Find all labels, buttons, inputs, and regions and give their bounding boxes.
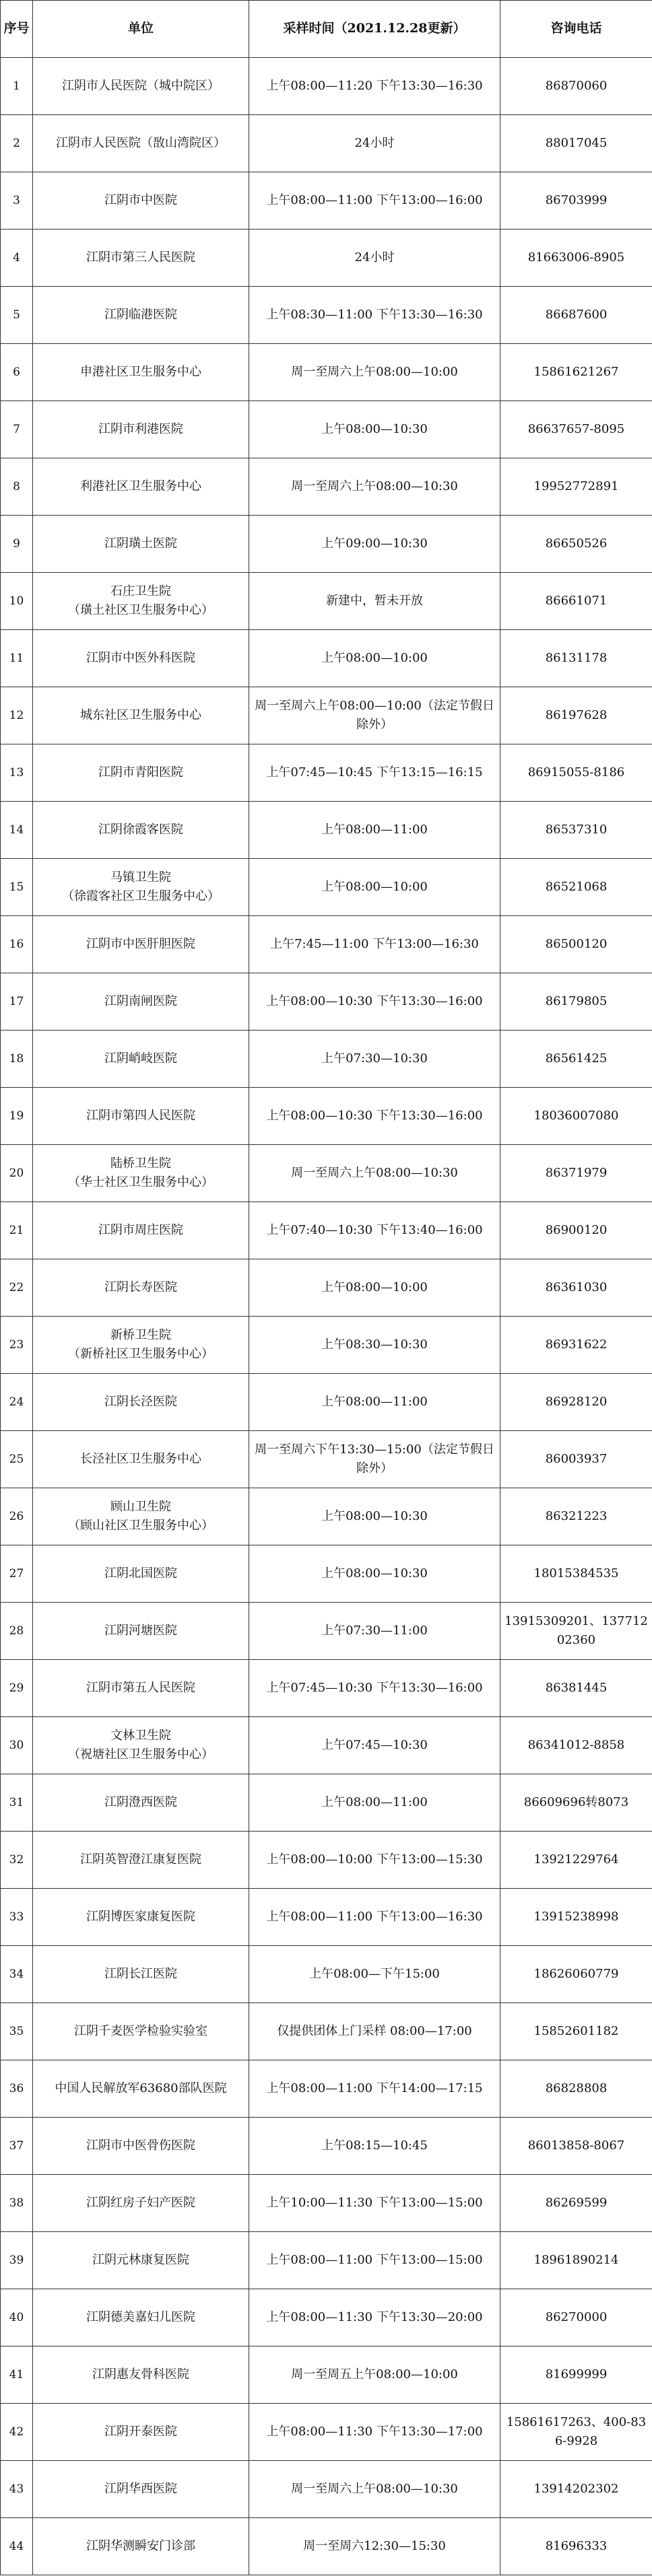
row-time: 上午07:45—10:45 下午13:15—16:15 xyxy=(249,744,500,802)
row-seq: 10 xyxy=(1,573,33,630)
row-unit: 江阴市第五人民医院 xyxy=(33,1660,249,1717)
table-row xyxy=(1,916,652,973)
row-time: 上午08:00—10:00 xyxy=(249,630,500,687)
row-unit: 城东社区卫生服务中心 xyxy=(33,687,249,744)
row-unit: 江阴峭岐医院 xyxy=(33,1031,249,1088)
row-unit: 江阴惠友骨科医院 xyxy=(33,2346,249,2404)
row-seq: 38 xyxy=(1,2175,33,2232)
row-phone: 86915055-8186 xyxy=(500,744,652,802)
row-phone: 86381445 xyxy=(500,1660,652,1717)
table-row xyxy=(1,344,652,401)
row-phone: 86609696转8073 xyxy=(500,1774,652,1832)
row-seq: 25 xyxy=(1,1431,33,1488)
row-seq: 32 xyxy=(1,1832,33,1889)
row-phone: 81696333 xyxy=(500,2518,652,2575)
row-unit: 江阴市中医肝胆医院 xyxy=(33,916,249,973)
row-unit: 申港社区卫生服务中心 xyxy=(33,344,249,401)
row-time: 上午08:00—10:00 xyxy=(249,859,500,916)
table-row xyxy=(1,1031,652,1088)
row-unit: 江阴千麦医学检验实验室 xyxy=(33,2003,249,2060)
row-seq: 41 xyxy=(1,2346,33,2404)
table-row xyxy=(1,1088,652,1145)
table-row xyxy=(1,1431,652,1488)
table-row xyxy=(1,2289,652,2346)
table-row xyxy=(1,1374,652,1431)
row-time: 上午08:15—10:45 xyxy=(249,2118,500,2175)
row-phone: 86687600 xyxy=(500,287,652,344)
row-unit: 江阴南闸医院 xyxy=(33,973,249,1031)
table-row xyxy=(1,1832,652,1889)
row-time: 上午10:00—11:30 下午13:00—15:00 xyxy=(249,2175,500,2232)
row-unit: 江阴市人民医院（敔山湾院区） xyxy=(33,115,249,172)
row-seq: 5 xyxy=(1,287,33,344)
row-phone: 81699999 xyxy=(500,2346,652,2404)
row-time: 上午08:00—10:30 下午13:30—16:00 xyxy=(249,973,500,1031)
row-unit: 江阴河塘医院 xyxy=(33,1603,249,1660)
row-seq: 35 xyxy=(1,2003,33,2060)
row-phone: 18036007080 xyxy=(500,1088,652,1145)
row-unit: 中国人民解放军63680部队医院 xyxy=(33,2060,249,2118)
row-seq: 1 xyxy=(1,58,33,115)
row-unit: 江阴华测瞬安门诊部 xyxy=(33,2518,249,2575)
row-phone: 13915238998 xyxy=(500,1889,652,1946)
row-seq: 22 xyxy=(1,1259,33,1317)
row-phone: 86321223 xyxy=(500,1488,652,1545)
row-phone: 86661071 xyxy=(500,573,652,630)
row-seq: 21 xyxy=(1,1202,33,1259)
table-row xyxy=(1,58,652,115)
table-row xyxy=(1,401,652,458)
row-time: 上午07:30—11:00 xyxy=(249,1603,500,1660)
row-phone: 86900120 xyxy=(500,1202,652,1259)
table-row xyxy=(1,458,652,516)
row-phone: 13921229764 xyxy=(500,1832,652,1889)
row-unit: 江阴市人民医院（城中院区） xyxy=(33,58,249,115)
row-phone: 86650526 xyxy=(500,516,652,573)
row-phone: 86637657-8095 xyxy=(500,401,652,458)
row-time: 上午08:00—10:30 xyxy=(249,401,500,458)
row-time: 上午08:00—11:00 xyxy=(249,802,500,859)
row-unit: 江阴长寿医院 xyxy=(33,1259,249,1317)
row-phone: 86361030 xyxy=(500,1259,652,1317)
table-row xyxy=(1,2118,652,2175)
row-time: 上午08:00—11:00 xyxy=(249,1374,500,1431)
table-row xyxy=(1,2346,652,2404)
table-row xyxy=(1,687,652,744)
row-time: 周一至周六上午08:00—10:00 xyxy=(249,344,500,401)
table-row xyxy=(1,2060,652,2118)
table-row xyxy=(1,1946,652,2003)
row-time: 上午08:30—11:00 下午13:30—16:30 xyxy=(249,287,500,344)
row-unit: 江阴市中医外科医院 xyxy=(33,630,249,687)
table-row xyxy=(1,172,652,230)
row-time: 上午08:00—10:00 xyxy=(249,1259,500,1317)
header-time: 采样时间（2021.12.28更新） xyxy=(249,1,500,58)
row-unit: 新桥卫生院 （新桥社区卫生服务中心） xyxy=(33,1317,249,1374)
row-phone: 86828808 xyxy=(500,2060,652,2118)
row-unit: 江阴市第三人民医院 xyxy=(33,230,249,287)
row-time: 周一至周六12:30—15:30 xyxy=(249,2518,500,2575)
row-seq: 15 xyxy=(1,859,33,916)
table-row xyxy=(1,287,652,344)
row-unit: 江阴市第四人民医院 xyxy=(33,1088,249,1145)
row-seq: 23 xyxy=(1,1317,33,1374)
row-phone: 88017045 xyxy=(500,115,652,172)
table-row xyxy=(1,516,652,573)
row-seq: 36 xyxy=(1,2060,33,2118)
row-unit: 江阴市周庄医院 xyxy=(33,1202,249,1259)
row-phone: 18626060779 xyxy=(500,1946,652,2003)
row-unit: 文林卫生院 （祝塘社区卫生服务中心） xyxy=(33,1717,249,1774)
table-row xyxy=(1,1774,652,1832)
row-time: 周一至周六下午13:30—15:00（法定节假日除外） xyxy=(249,1431,500,1488)
row-time: 上午07:45—10:30 下午13:30—16:00 xyxy=(249,1660,500,1717)
row-unit: 江阴市青阳医院 xyxy=(33,744,249,802)
row-time: 上午08:00—11:00 下午13:00—16:30 xyxy=(249,1889,500,1946)
row-time: 周一至周六上午08:00—10:30 xyxy=(249,1145,500,1202)
row-seq: 39 xyxy=(1,2232,33,2289)
table-row xyxy=(1,2003,652,2060)
row-time: 上午08:00—11:00 下午14:00—17:15 xyxy=(249,2060,500,2118)
row-unit: 顾山卫生院 （顾山社区卫生服务中心） xyxy=(33,1488,249,1545)
row-phone: 86537310 xyxy=(500,802,652,859)
row-time: 上午09:00—10:30 xyxy=(249,516,500,573)
row-seq: 37 xyxy=(1,2118,33,2175)
table-row xyxy=(1,1317,652,1374)
row-time: 周一至周六上午08:00—10:00（法定节假日除外） xyxy=(249,687,500,744)
row-seq: 28 xyxy=(1,1603,33,1660)
row-phone: 15852601182 xyxy=(500,2003,652,2060)
table-row xyxy=(1,2175,652,2232)
row-time: 上午08:00—10:00 下午13:00—15:30 xyxy=(249,1832,500,1889)
row-phone: 86928120 xyxy=(500,1374,652,1431)
row-seq: 34 xyxy=(1,1946,33,2003)
row-seq: 7 xyxy=(1,401,33,458)
header-seq: 序号 xyxy=(1,1,33,58)
table-row xyxy=(1,1202,652,1259)
row-seq: 33 xyxy=(1,1889,33,1946)
row-seq: 31 xyxy=(1,1774,33,1832)
row-phone: 86197628 xyxy=(500,687,652,744)
table-row xyxy=(1,1660,652,1717)
row-unit: 马镇卫生院 （徐霞客社区卫生服务中心） xyxy=(33,859,249,916)
table-row xyxy=(1,1259,652,1317)
row-phone: 86003937 xyxy=(500,1431,652,1488)
row-unit: 江阴市利港医院 xyxy=(33,401,249,458)
row-phone: 19952772891 xyxy=(500,458,652,516)
row-seq: 4 xyxy=(1,230,33,287)
row-phone: 15861617263、400-836-9928 xyxy=(500,2404,652,2461)
row-phone: 86269599 xyxy=(500,2175,652,2232)
row-phone: 86131178 xyxy=(500,630,652,687)
table-row xyxy=(1,630,652,687)
row-seq: 12 xyxy=(1,687,33,744)
row-unit: 江阴长泾医院 xyxy=(33,1374,249,1431)
row-seq: 2 xyxy=(1,115,33,172)
row-seq: 16 xyxy=(1,916,33,973)
table-row xyxy=(1,2518,652,2575)
row-time: 周一至周六上午08:00—10:30 xyxy=(249,2461,500,2518)
row-seq: 9 xyxy=(1,516,33,573)
row-time: 上午08:00—11:30 下午13:30—17:00 xyxy=(249,2404,500,2461)
row-unit: 江阴德美嘉妇儿医院 xyxy=(33,2289,249,2346)
row-phone: 86179805 xyxy=(500,973,652,1031)
row-unit: 江阴红房子妇产医院 xyxy=(33,2175,249,2232)
row-phone: 13915309201、13771202360 xyxy=(500,1603,652,1660)
row-unit: 利港社区卫生服务中心 xyxy=(33,458,249,516)
row-time: 24小时 xyxy=(249,115,500,172)
row-phone: 86371979 xyxy=(500,1145,652,1202)
row-time: 上午08:00—11:20 下午13:30—16:30 xyxy=(249,58,500,115)
table-header-row xyxy=(1,1,652,58)
row-seq: 42 xyxy=(1,2404,33,2461)
row-unit: 江阴长江医院 xyxy=(33,1946,249,2003)
table-row xyxy=(1,115,652,172)
row-seq: 26 xyxy=(1,1488,33,1545)
row-unit: 江阴博医家康复医院 xyxy=(33,1889,249,1946)
row-seq: 6 xyxy=(1,344,33,401)
row-seq: 13 xyxy=(1,744,33,802)
row-seq: 44 xyxy=(1,2518,33,2575)
row-seq: 30 xyxy=(1,1717,33,1774)
row-phone: 86521068 xyxy=(500,859,652,916)
row-phone: 13914202302 xyxy=(500,2461,652,2518)
row-unit: 石庄卫生院 （璜土社区卫生服务中心） xyxy=(33,573,249,630)
row-time: 周一至周六上午08:00—10:30 xyxy=(249,458,500,516)
row-time: 上午07:40—10:30 下午13:40—16:00 xyxy=(249,1202,500,1259)
row-unit: 江阴璜土医院 xyxy=(33,516,249,573)
table-row xyxy=(1,573,652,630)
row-unit: 江阴临港医院 xyxy=(33,287,249,344)
table-row xyxy=(1,2461,652,2518)
row-seq: 18 xyxy=(1,1031,33,1088)
row-seq: 27 xyxy=(1,1545,33,1603)
row-unit: 江阴市中医院 xyxy=(33,172,249,230)
row-seq: 29 xyxy=(1,1660,33,1717)
row-time: 上午7:45—11:00 下午13:00—16:30 xyxy=(249,916,500,973)
row-unit: 江阴开泰医院 xyxy=(33,2404,249,2461)
row-time: 仅提供团体上门采样 08:00—17:00 xyxy=(249,2003,500,2060)
table-row xyxy=(1,230,652,287)
row-seq: 24 xyxy=(1,1374,33,1431)
table-row xyxy=(1,859,652,916)
table-row xyxy=(1,802,652,859)
row-time: 上午07:45—10:30 xyxy=(249,1717,500,1774)
row-time: 上午08:30—10:30 xyxy=(249,1317,500,1374)
row-unit: 江阴英智澄江康复医院 xyxy=(33,1832,249,1889)
row-unit: 江阴华西医院 xyxy=(33,2461,249,2518)
row-phone: 86931622 xyxy=(500,1317,652,1374)
row-time: 上午08:00—11:00 xyxy=(249,1774,500,1832)
row-phone: 18961890214 xyxy=(500,2232,652,2289)
row-seq: 8 xyxy=(1,458,33,516)
row-time: 上午08:00—10:30 xyxy=(249,1488,500,1545)
row-time: 上午08:00—11:00 下午13:00—15:00 xyxy=(249,2232,500,2289)
table-row xyxy=(1,1889,652,1946)
row-seq: 17 xyxy=(1,973,33,1031)
row-time: 上午07:30—10:30 xyxy=(249,1031,500,1088)
table-row xyxy=(1,1488,652,1545)
row-phone: 86561425 xyxy=(500,1031,652,1088)
row-phone: 86870060 xyxy=(500,58,652,115)
row-unit: 江阴北国医院 xyxy=(33,1545,249,1603)
row-unit: 江阴市中医骨伤医院 xyxy=(33,2118,249,2175)
row-time: 上午08:00—11:00 下午13:00—16:00 xyxy=(249,172,500,230)
header-unit: 单位 xyxy=(33,1,249,58)
table-row xyxy=(1,2404,652,2461)
row-phone: 86341012-8858 xyxy=(500,1717,652,1774)
row-seq: 11 xyxy=(1,630,33,687)
row-unit: 陆桥卫生院 （华士社区卫生服务中心） xyxy=(33,1145,249,1202)
row-seq: 43 xyxy=(1,2461,33,2518)
row-time: 新建中，暂未开放 xyxy=(249,573,500,630)
row-time: 上午08:00—10:30 下午13:30—16:00 xyxy=(249,1088,500,1145)
row-seq: 14 xyxy=(1,802,33,859)
row-seq: 20 xyxy=(1,1145,33,1202)
row-phone: 86013858-8067 xyxy=(500,2118,652,2175)
row-unit: 长泾社区卫生服务中心 xyxy=(33,1431,249,1488)
row-phone: 15861621267 xyxy=(500,344,652,401)
row-seq: 19 xyxy=(1,1088,33,1145)
row-seq: 3 xyxy=(1,172,33,230)
row-phone: 86500120 xyxy=(500,916,652,973)
row-seq: 40 xyxy=(1,2289,33,2346)
row-unit: 江阴元林康复医院 xyxy=(33,2232,249,2289)
table-row xyxy=(1,1717,652,1774)
table-row xyxy=(1,744,652,802)
row-time: 上午08:00—下午15:00 xyxy=(249,1946,500,2003)
row-time: 上午08:00—10:30 xyxy=(249,1545,500,1603)
row-unit: 江阴澄西医院 xyxy=(33,1774,249,1832)
row-unit: 江阴徐霞客医院 xyxy=(33,802,249,859)
table-row xyxy=(1,1145,652,1202)
row-time: 24小时 xyxy=(249,230,500,287)
table-row xyxy=(1,2232,652,2289)
row-phone: 86703999 xyxy=(500,172,652,230)
row-phone: 18015384535 xyxy=(500,1545,652,1603)
table-row xyxy=(1,1603,652,1660)
table-body xyxy=(1,58,652,2575)
row-phone: 81663006-8905 xyxy=(500,230,652,287)
table-row xyxy=(1,973,652,1031)
row-phone: 86270000 xyxy=(500,2289,652,2346)
header-phone: 咨询电话 xyxy=(500,1,652,58)
table-row xyxy=(1,1545,652,1603)
row-time: 周一至周五上午08:00—10:00 xyxy=(249,2346,500,2404)
row-time: 上午08:00—11:30 下午13:30—20:00 xyxy=(249,2289,500,2346)
